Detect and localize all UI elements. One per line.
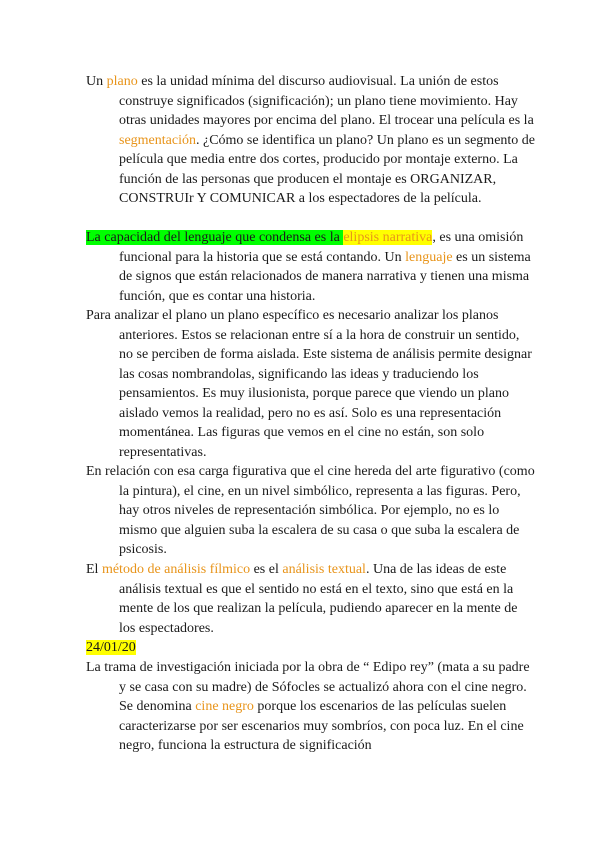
term-plano: plano	[106, 74, 138, 89]
text: El	[86, 562, 102, 577]
paragraph-plano	[86, 72, 535, 209]
paragraph-cine-negro	[86, 658, 535, 756]
text: , es una omisión funcional para la historia que se está contando. Un	[119, 230, 524, 265]
paragraph-carga-figurativa	[86, 462, 535, 560]
text: es un sistema de signos que están relacionados de manera narrativa y tienen una misma función, que es contar una historia.	[119, 249, 531, 304]
text: es el	[250, 562, 283, 577]
paragraph-metodo-analisis	[86, 560, 535, 638]
text: Para analizar el plano un plano específico es necesario analizar los planos anteriores. Estos se relacionan entre sí a la hora de construir un sentido, no se perciben de forma aislada. Este sistema de análisis permite designar las cosas nombrandolas, significando las ideas y traduciendo los pensamientos. Es muy ilusionista, porque parece que viendo un plano aislado vemos la realidad, pero no es así. Solo es una representación momentánea. Las figuras que vemos en el cine no están, son solo representativas.	[86, 308, 532, 460]
term-elipsis-narrativa: elipsis narrativa	[343, 230, 433, 245]
date-label: 24/01/20	[86, 640, 136, 655]
term-lenguaje: lenguaje	[405, 249, 453, 265]
term-analisis-textual: análisis textual	[282, 562, 366, 577]
term-segmentacion: segmentación	[119, 132, 196, 148]
term-cine-negro: cine negro	[195, 699, 254, 714]
text: En relación con esa carga figurativa que el cine hereda del arte figurativo (como la pintura), el cine, en un nivel simbólico, representa a las figuras. Pero, hay otros niveles de representación simbólica. Por ejemplo, no es lo mismo que alguien suba la escalera de su casa o que suba la escalera de psicosis.	[86, 464, 535, 557]
highlighted-text: La capacidad del lenguaje que condensa es la	[86, 230, 344, 245]
text: La trama de investigación iniciada por la obra de “ Edipo rey” (mata a su padre y se casa con su madre) de Sófocles se actualizó ahora con el cine negro. Se denomina	[86, 660, 530, 714]
text: porque los escenarios de las películas suelen caracterizarse por ser escenarios muy sombríos, con poca luz. En el cine negro, funciona la estructura de significación	[119, 699, 524, 753]
text: es la unidad mínima del discurso audiovisual. La unión de estos construye significados (significación); un plano tiene movimiento. Hay otras unidades mayores por encima del plano. El trocear una película es la	[119, 74, 534, 128]
text: . ¿Cómo se identifica un plano? Un plano es un segmento de película que media entre dos cortes, producido por montaje externo. La función de las personas que producen el montaje es ORGANIZAR, CONSTRUIr Y COMUNICAR a los espectadores de la película.	[119, 132, 536, 206]
text: . Una de las ideas de este análisis textual es que el sentido no está en el texto, sino que está en la mente de los que realizan la película, pudiendo aparecer en la mente de los espectadores.	[119, 562, 518, 636]
text: Un	[86, 74, 107, 89]
paragraph-analisis-plano	[86, 306, 535, 462]
date-heading	[86, 638, 535, 658]
paragraph-elipsis	[86, 228, 535, 306]
term-metodo-analisis-filmico: método de análisis fílmico	[101, 562, 251, 577]
